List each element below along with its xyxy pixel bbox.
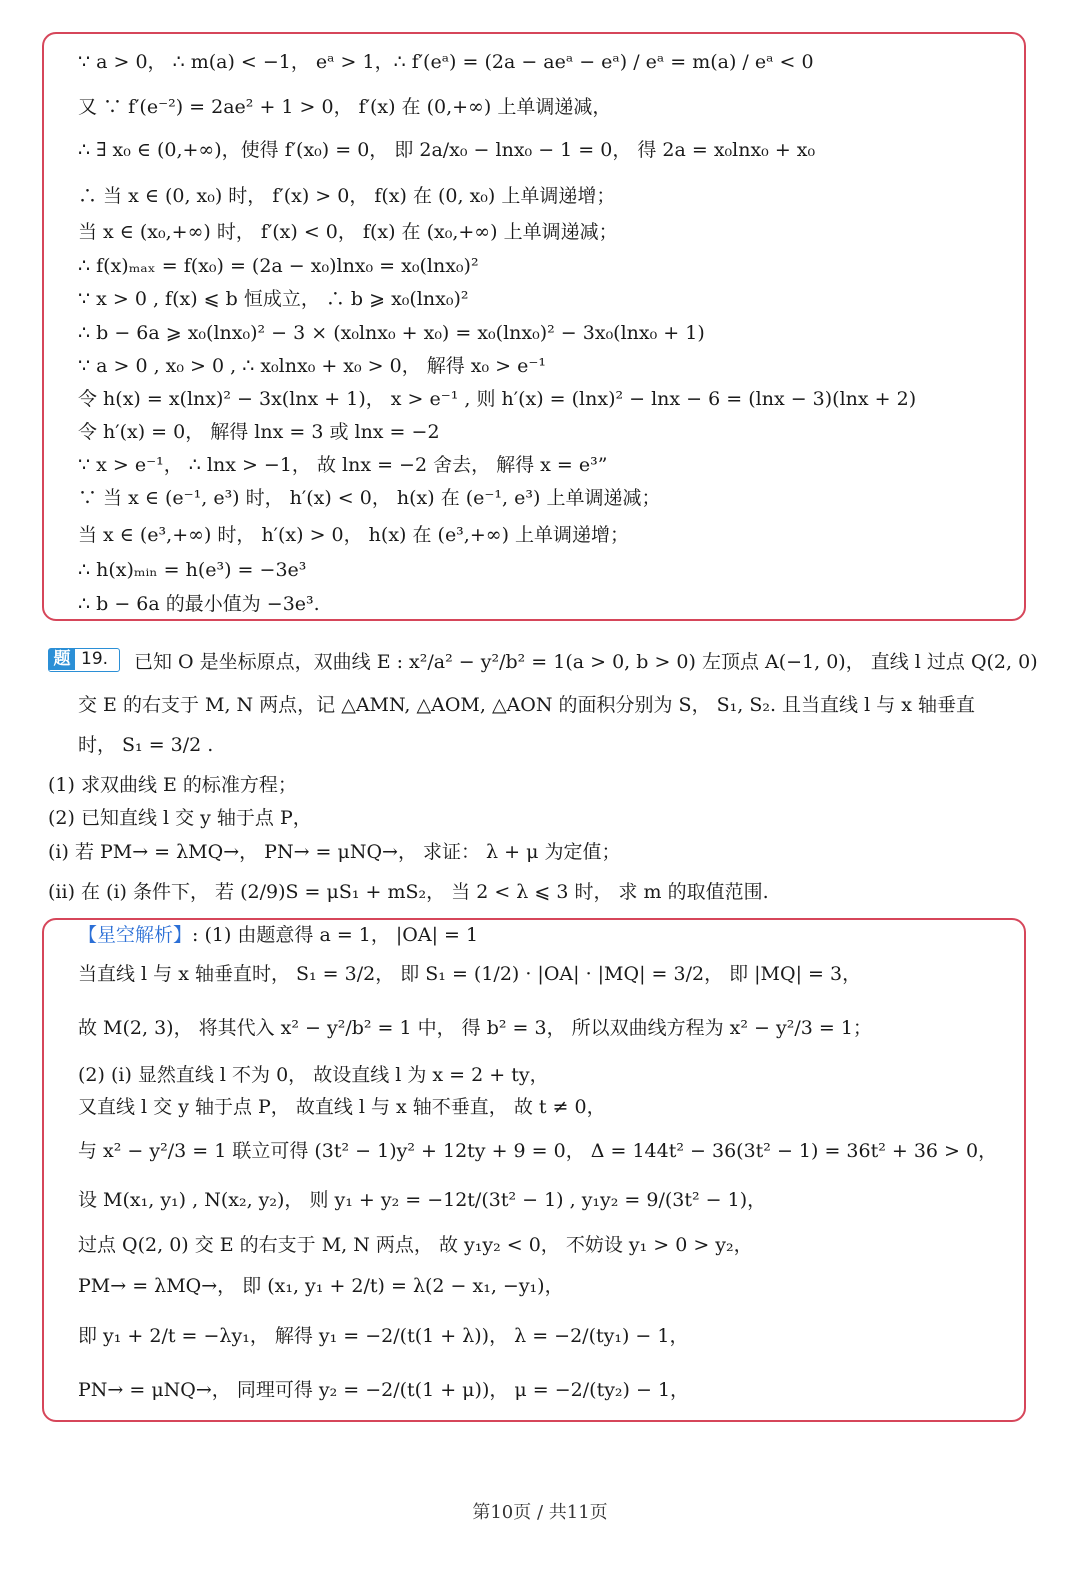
analysis-line: (2) (i) 显然直线 l 不为 0， 故设直线 l 为 x = 2 + ty，: [78, 1064, 549, 1086]
analysis-line: 与 x² − y²/3 = 1 联立可得 (3t² − 1)y² + 12ty + 9 = 0， Δ = 144t² − 36(3t² − 1) = 36t² + 36 > 0，: [78, 1140, 998, 1162]
solution-line: ∴ 当 x ∈ (0, x₀) 时， f′(x) > 0， f(x) 在 (0, x₀) 上单调递增；: [78, 185, 616, 207]
analysis-line: PN→ = μNQ→， 同理可得 y₂ = −2/(t(1 + μ))， μ = −2/(ty₂) − 1，: [78, 1379, 690, 1401]
analysis-text: : (1) 由题意得 a = 1， |OA| = 1: [192, 924, 479, 946]
problem-tag-icon: 题: [49, 649, 75, 670]
solution-line: 当 x ∈ (x₀,+∞) 时， f′(x) < 0， f(x) 在 (x₀,+∞) 上单调递减；: [78, 221, 618, 243]
solution-line: 令 h(x) = x(lnx)² − 3x(lnx + 1)， x > e⁻¹ , 则 h′(x) = (lnx)² − lnx − 6 = (lnx − 3)(lnx + 2): [78, 388, 917, 410]
problem-part: (ii) 在 (i) 条件下， 若 (2/9)S = μS₁ + mS₂， 当 2 < λ ⩽ 3 时， 求 m 的取值范围.: [48, 881, 769, 903]
solution-line: 当 x ∈ (e³,+∞) 时， h′(x) > 0， h(x) 在 (e³,+∞) 上单调递增；: [78, 524, 630, 546]
analysis-line: 又直线 l 交 y 轴于点 P， 故直线 l 与 x 轴不垂直， 故 t ≠ 0，: [78, 1096, 606, 1118]
problem-stem: 交 E 的右支于 M, N 两点，记 △AMN, △AOM, △AON 的面积分别为 S， S₁, S₂. 且当直线 l 与 x 轴垂直: [78, 694, 975, 716]
analysis-line: 当直线 l 与 x 轴垂直时， S₁ = 3/2， 即 S₁ = (1/2) · |OA| · |MQ| = 3/2， 即 |MQ| = 3，: [78, 963, 862, 985]
analysis-line: [78, 923, 478, 947]
problem-stem: 时， S₁ = 3/2 .: [78, 734, 214, 756]
page-number: 第10页 / 共11页: [472, 1502, 608, 1523]
problem-number-badge: [48, 648, 120, 672]
solution-line: ∴ ∃ x₀ ∈ (0,+∞)，使得 f′(x₀) = 0， 即 2a/x₀ − lnx₀ − 1 = 0， 得 2a = x₀lnx₀ + x₀: [78, 139, 816, 161]
analysis-line: 即 y₁ + 2/t = −λy₁， 解得 y₁ = −2/(t(1 + λ))， λ = −2/(ty₁) − 1，: [78, 1325, 689, 1347]
analysis-label: 【星空解析】: [78, 924, 193, 946]
solution-line: 令 h′(x) = 0， 解得 lnx = 3 或 lnx = −2: [78, 421, 440, 443]
analysis-line: 过点 Q(2, 0) 交 E 的右支于 M, N 两点， 故 y₁y₂ < 0， 不妨设 y₁ > 0 > y₂，: [78, 1234, 753, 1256]
analysis-line: PM→ = λMQ→， 即 (x₁, y₁ + 2/t) = λ(2 − x₁, −y₁)，: [78, 1275, 564, 1297]
solution-line: ∵ a > 0， ∴ m(a) < −1， eᵃ > 1，∴ f′(eᵃ) = (2a − aeᵃ − eᵃ) / eᵃ = m(a) / eᵃ < 0: [78, 51, 814, 73]
solution-line: ∴ h(x)ₘᵢₙ = h(e³) = −3e³: [78, 559, 307, 581]
problem-stem: 已知 O 是坐标原点，双曲线 E : x²/a² − y²/b² = 1(a > 0, b > 0) 左顶点 A(−1, 0)， 直线 l 过点 Q(2, 0): [134, 651, 1038, 673]
solution-line: ∵ x > e⁻¹， ∴ lnx > −1， 故 lnx = −2 舍去， 解得 x = e³”: [78, 454, 608, 476]
problem-number: 19.: [81, 649, 109, 669]
solution-line: ∴ b − 6a 的最小值为 −3e³.: [78, 593, 320, 615]
solution-line: ∴ f(x)ₘₐₓ = f(x₀) = (2a − x₀)lnx₀ = x₀(lnx₀)²: [78, 255, 479, 277]
solution-line: ∵ 当 x ∈ (e⁻¹, e³) 时， h′(x) < 0， h(x) 在 (e⁻¹, e³) 上单调递减；: [78, 487, 661, 509]
solution-line: ∵ x > 0 , f(x) ⩽ b 恒成立， ∴ b ⩾ x₀(lnx₀)²: [78, 288, 469, 310]
analysis-line: 故 M(2, 3)， 将其代入 x² − y²/b² = 1 中， 得 b² = 3， 所以双曲线方程为 x² − y²/3 = 1；: [78, 1017, 872, 1039]
solution-line: ∵ a > 0 , x₀ > 0 , ∴ x₀lnx₀ + x₀ > 0， 解得 x₀ > e⁻¹: [78, 355, 547, 377]
problem-part: (i) 若 PM→ = λMQ→， PN→ = μNQ→， 求证： λ + μ 为定值；: [48, 841, 621, 863]
solution-line: ∴ b − 6a ⩾ x₀(lnx₀)² − 3 × (x₀lnx₀ + x₀) = x₀(lnx₀)² − 3x₀(lnx₀ + 1): [78, 322, 705, 344]
solution-line: 又 ∵ f′(e⁻²) = 2ae² + 1 > 0， f′(x) 在 (0,+∞) 上单调递减，: [78, 96, 612, 118]
problem-part: (1) 求双曲线 E 的标准方程；: [48, 774, 297, 796]
problem-part: (2) 已知直线 l 交 y 轴于点 P，: [48, 807, 312, 829]
analysis-line: 设 M(x₁, y₁) , N(x₂, y₂)， 则 y₁ + y₂ = −12t/(3t² − 1) , y₁y₂ = 9/(3t² − 1)，: [78, 1189, 767, 1211]
